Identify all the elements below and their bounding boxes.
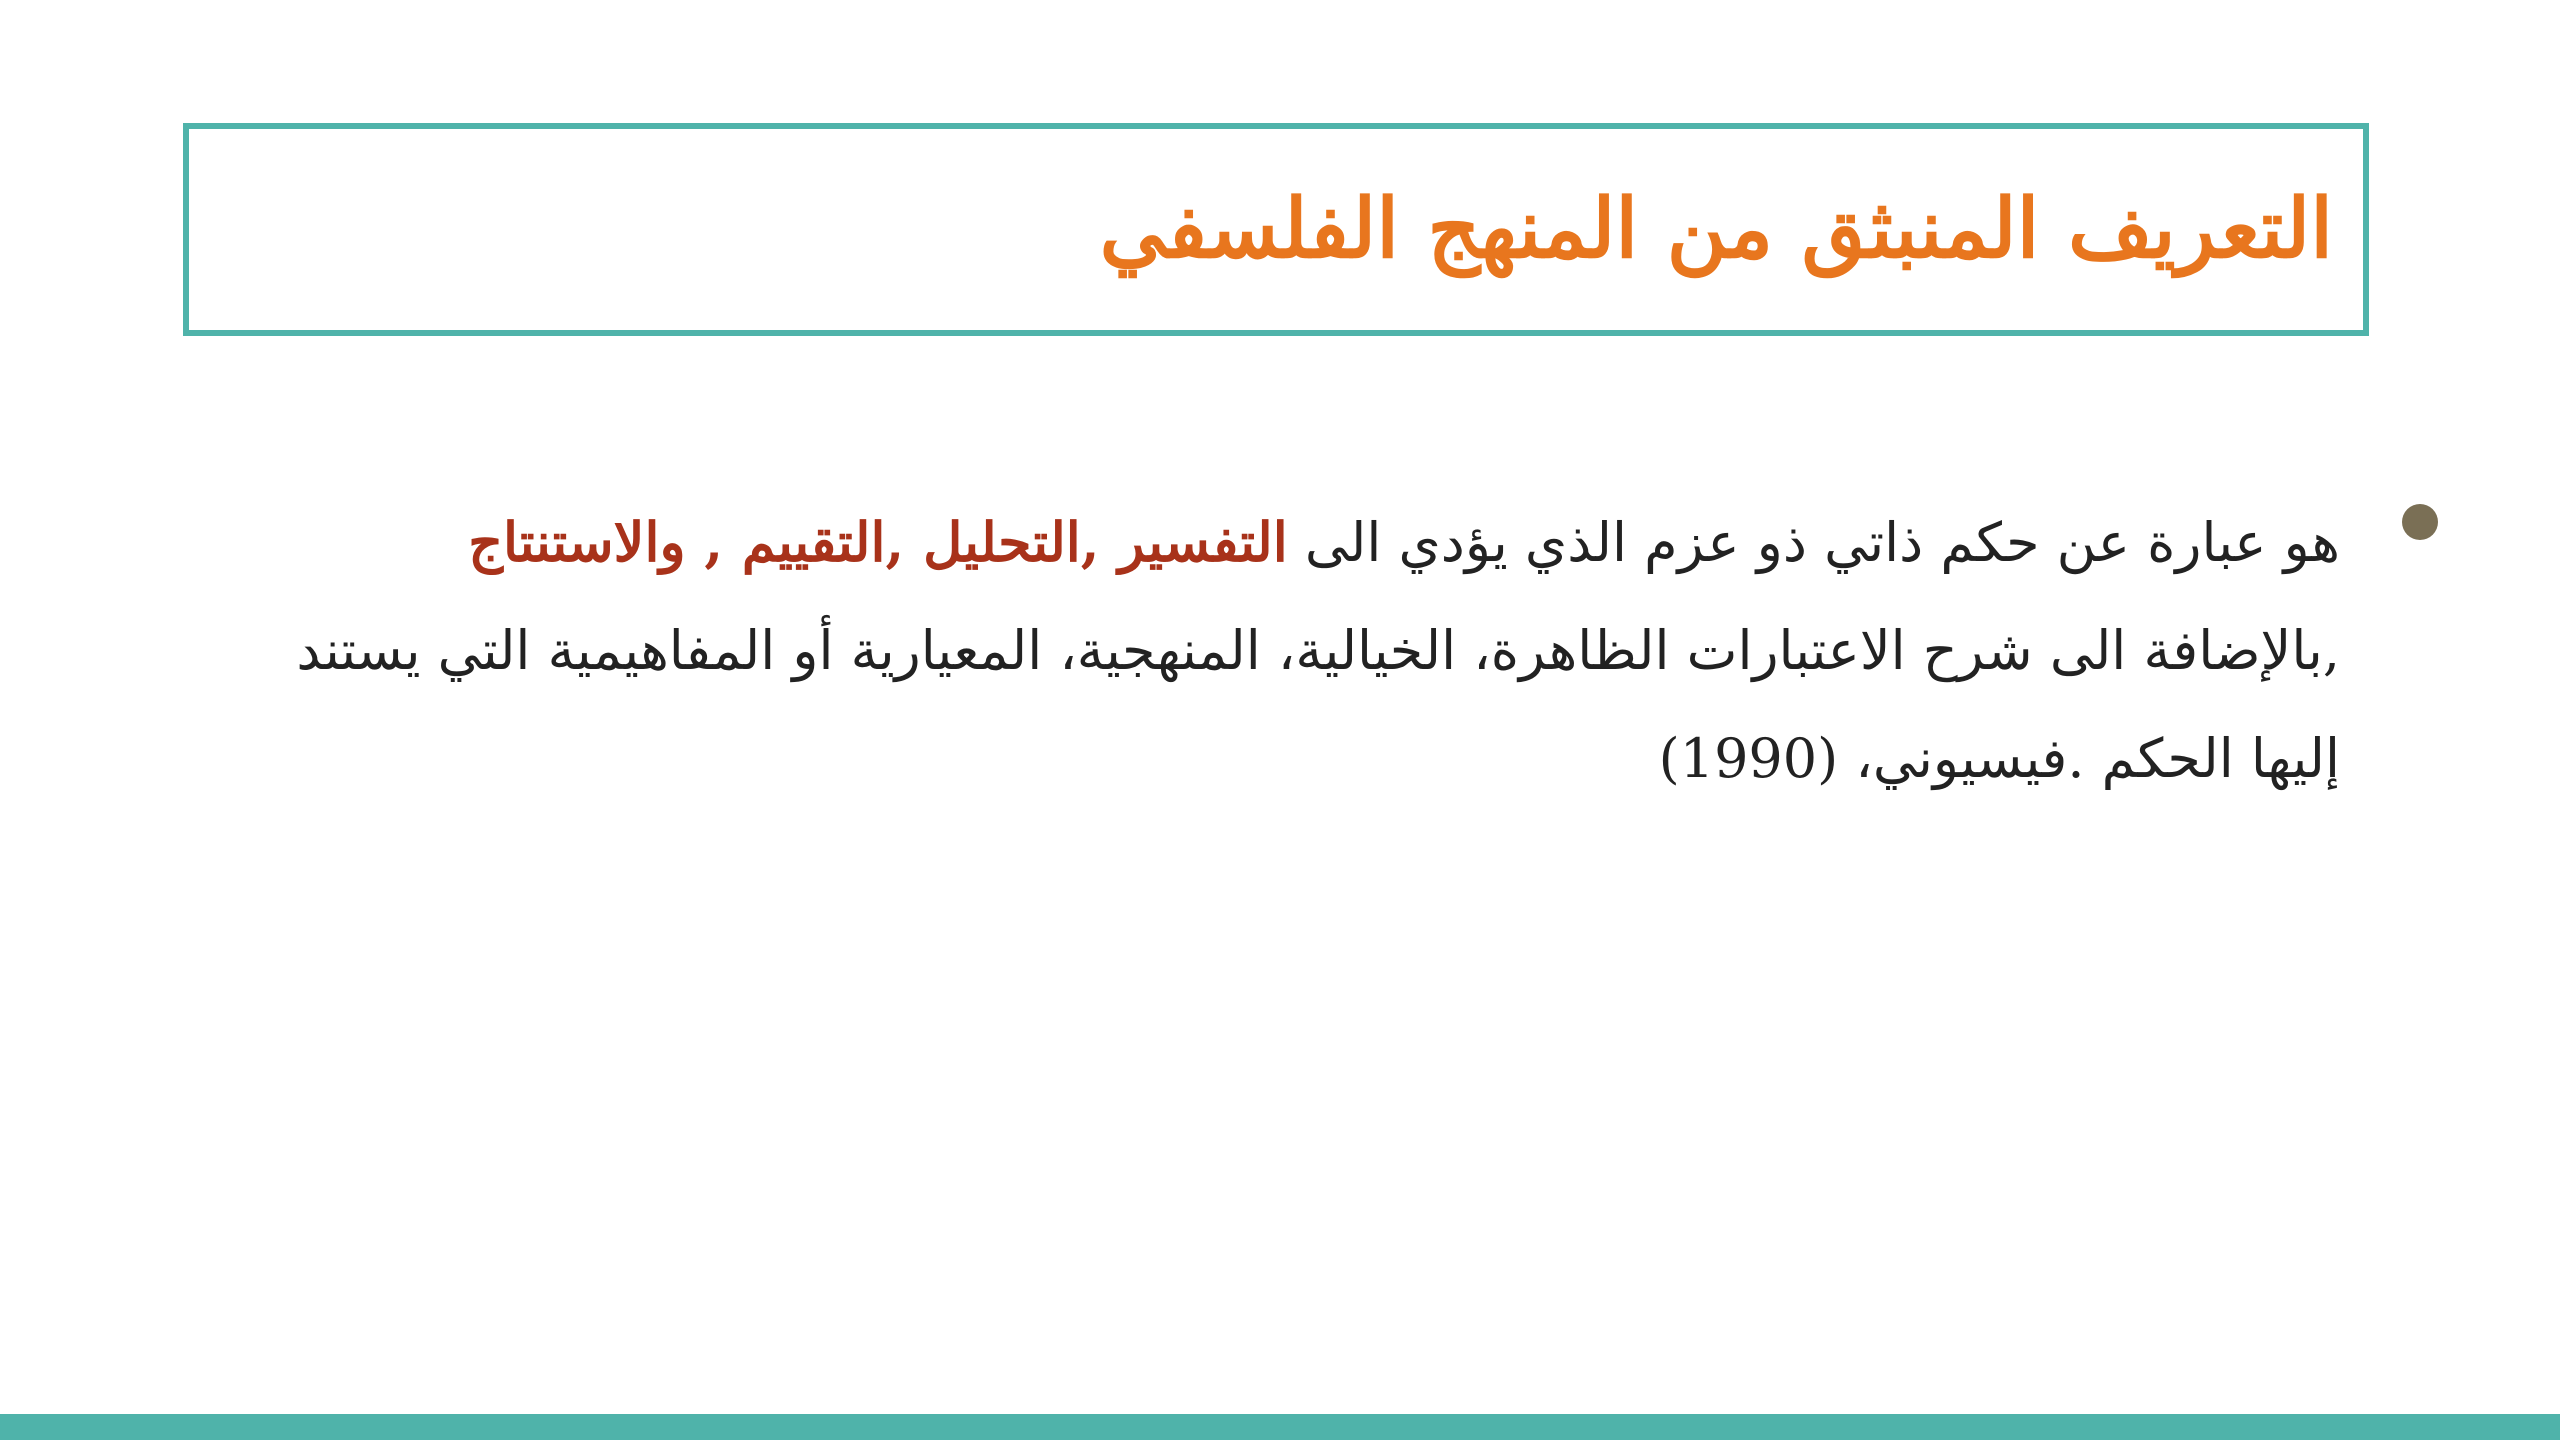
highlighted-terms: التفسير ,التحليل ,التقييم , والاستنتاج bbox=[468, 510, 1288, 574]
bullet-dot-icon bbox=[2402, 504, 2438, 540]
bullet-paragraph bbox=[280, 488, 2340, 813]
body-text-intro: هو عبارة عن حكم ذاتي ذو عزم الذي يؤدي الى bbox=[1287, 511, 2340, 574]
body-text-rest: ,بالإضافة الى شرح الاعتبارات الظاهرة، الخيالية، المنهجية، المعيارية أو المفاهيمية التي يستند إليها الحكم .فيسيوني، (1990) bbox=[296, 619, 2340, 790]
slide-title: التعريف المنبثق من المنهج الفلسفي bbox=[1099, 181, 2333, 278]
title-box bbox=[183, 123, 2369, 336]
bottom-accent-bar bbox=[0, 1414, 2560, 1440]
